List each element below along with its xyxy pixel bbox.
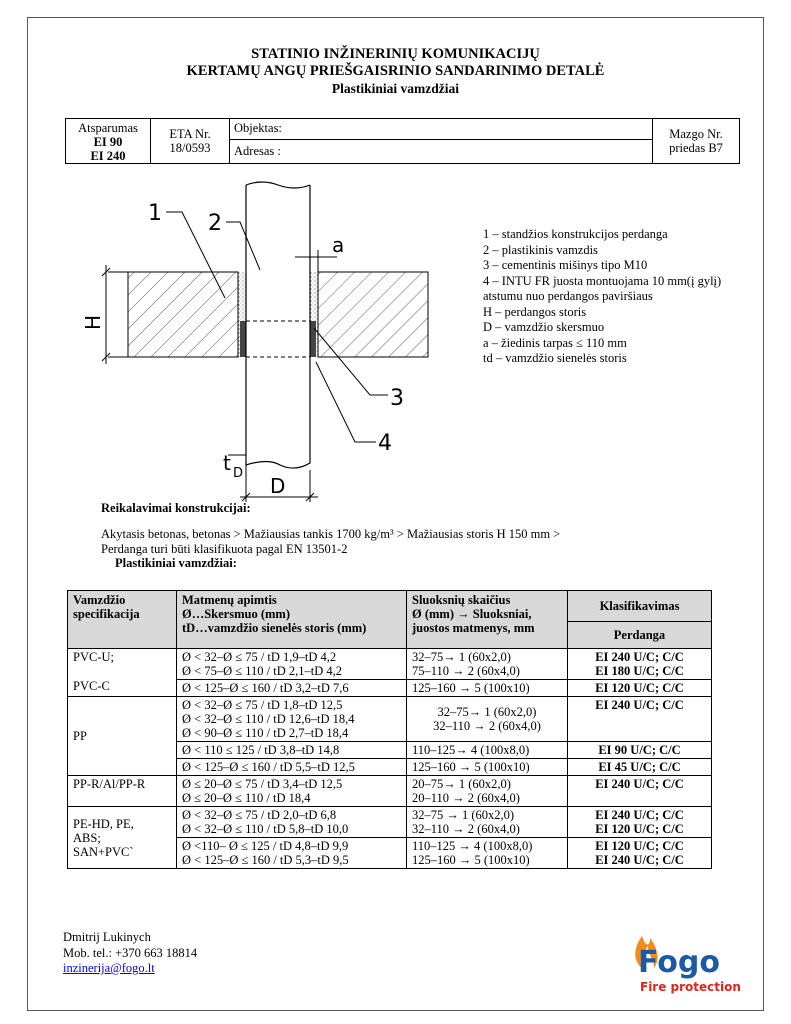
installation-drawing <box>81 180 450 505</box>
layer-text: 125–160 → 5 (100x10) <box>412 853 530 867</box>
pipe <box>246 185 310 468</box>
spec-pvcu: PVC-U; <box>73 650 114 664</box>
layers-header-3: juostos matmenys, mm <box>412 621 535 635</box>
col-layers-header <box>407 591 568 649</box>
legend-item: 4 – INTU FR juosta montuojama 10 mm(į gylį) <box>483 273 722 288</box>
label-3: 3 <box>390 386 404 411</box>
slab-left <box>128 272 238 357</box>
layer-text: 20–75→ 1 (60x2,0) <box>412 777 511 791</box>
class-text: EI 180 U/C; C/C <box>595 664 684 678</box>
label-t: t <box>223 451 231 475</box>
table-cell <box>177 776 407 807</box>
title-line-2: KERTAMŲ ANGŲ PRIEŠGAISRINIO SANDARINIMO DETALĖ <box>186 63 605 79</box>
legend-item: atstumu nuo perdangos paviršiaus <box>483 289 653 303</box>
table-cell <box>407 697 568 742</box>
table-cell: EI 240 U/C; C/C <box>568 776 712 807</box>
col-class-header: Klasifikavimas <box>568 591 712 622</box>
dim-text: Ø < 32–Ø ≤ 110 / tD 12,6–tD 18,4 <box>182 712 355 726</box>
table-cell <box>177 697 407 742</box>
label-4: 4 <box>378 431 392 456</box>
layers-header-2: Ø (mm) → Sluoksniai, <box>412 607 532 621</box>
legend-item: 2 – plastikinis vamzdis <box>483 242 598 257</box>
class-text: EI 120 U/C; C/C <box>595 822 684 836</box>
dim-text: Ø ≤ 20–Ø ≤ 75 / tD 3,4–tD 12,5 <box>182 777 343 791</box>
label-1: 1 <box>148 201 162 226</box>
logo-tagline: Fire protection <box>640 980 741 994</box>
info-table <box>65 118 740 164</box>
legend-item: 1 – standžios konstrukcijos perdanga <box>483 227 668 241</box>
dim-text: Ø < 32–Ø ≤ 75 / tD 2,0–tD 6,8 <box>182 808 337 822</box>
resistance-ei240: EI 240 <box>90 149 126 163</box>
node-label: Mazgo Nr. <box>669 127 723 141</box>
dim-text: Ø < 75–Ø ≤ 110 / tD 2,1–tD 4,2 <box>182 664 342 678</box>
layer-text: 32–110 → 2 (60x4,0) <box>412 822 520 836</box>
table-cell <box>407 649 568 680</box>
legend-item: a – žiedinis tarpas ≤ 110 mm <box>483 335 627 350</box>
table-cell: EI 45 U/C; C/C <box>568 759 712 776</box>
dim-text: Ø < 32–Ø ≤ 75 / tD 1,9–tD 4,2 <box>182 650 337 664</box>
label-H: H <box>81 314 105 330</box>
eta-cell <box>151 119 230 164</box>
spec-pe-3: SAN+PVC` <box>73 844 134 859</box>
layer-text: 32–110 → 2 (60x4,0) <box>433 719 541 733</box>
dim-text: Ø < 32–Ø ≤ 75 / tD 1,8–tD 12,5 <box>182 698 343 712</box>
layer-text: 32–75→ 1 (60x2,0) <box>412 650 511 664</box>
col-perdanga-header: Perdanga <box>568 622 712 649</box>
resistance-label: Atsparumas <box>78 121 138 135</box>
layer-text: 32–75 → 1 (60x2,0) <box>412 808 515 822</box>
spec-pp: PP <box>68 697 177 776</box>
logo-brand: Fogo <box>638 945 720 980</box>
table-cell <box>568 807 712 838</box>
layers-header-1: Sluoksnių skaičius <box>412 593 511 607</box>
label-t-sub: D <box>233 466 244 481</box>
drawing-legend <box>483 227 721 367</box>
table-cell <box>177 807 407 838</box>
table-cell <box>568 649 712 680</box>
label-a: a <box>332 233 345 257</box>
resistance-ei90: EI 90 <box>93 135 123 149</box>
requirements-line-1: Akytasis betonas, betonas > Mažiausias tankis 1700 kg/m³ > Mažiausias storis H 150 mm > <box>101 527 561 541</box>
wrap-right <box>310 321 316 357</box>
requirements-line-2: Perdanga turi būti klasifikuota pagal EN 13501-2 <box>101 542 348 556</box>
table-cell: Ø < 110 ≤ 125 / tD 3,8–tD 14,8 <box>177 742 407 759</box>
spec-pvcc: PVC-C <box>73 679 110 693</box>
layer-text: 110–125 → 4 (100x8,0) <box>412 839 533 853</box>
table-cell <box>407 807 568 838</box>
table-cell <box>568 838 712 869</box>
spec-pe-1: PE-HD, PE, <box>73 816 134 831</box>
dim-text: Ø < 32–Ø ≤ 110 / tD 5,8–tD 10,0 <box>182 822 349 836</box>
title-line-1: STATINIO INŽINERINIŲ KOMUNIKACIJŲ <box>251 46 540 62</box>
spec-pvc <box>68 649 177 697</box>
wrap-left <box>240 321 246 357</box>
col-dim-header <box>177 591 407 649</box>
classification-table <box>67 590 712 869</box>
class-text: EI 240 U/C; C/C <box>595 853 684 867</box>
table-cell: EI 240 U/C; C/C <box>568 697 712 742</box>
table-cell: Ø < 125–Ø ≤ 160 / tD 5,5–tD 12,5 <box>177 759 407 776</box>
title-line-3: Plastikiniai vamzdžiai <box>331 81 460 96</box>
class-text: EI 240 U/C; C/C <box>595 808 684 822</box>
legend-item: D – vamzdžio skersmuo <box>483 320 605 334</box>
dim-text: Ø <110– Ø ≤ 125 / tD 4,8–tD 9,9 <box>182 839 349 853</box>
legend-item: td – vamzdžio sienelės storis <box>483 351 627 365</box>
pipes-subheading: Plastikiniai vamzdžiai: <box>115 556 237 570</box>
table-cell: EI 90 U/C; C/C <box>568 742 712 759</box>
legend-item: H – perdangos storis <box>483 304 587 319</box>
requirements-heading: Reikalavimai konstrukcijai: <box>101 501 251 515</box>
table-cell: Ø < 125–Ø ≤ 160 / tD 3,2–tD 7,6 <box>177 680 407 697</box>
eta-label: ETA Nr. <box>169 127 211 141</box>
table-cell: 125–160 → 5 (100x10) <box>407 680 568 697</box>
table-cell <box>407 776 568 807</box>
legend-item: 3 – cementinis mišinys tipo M10 <box>483 258 648 272</box>
dim-text: Ø ≤ 20–Ø ≤ 110 / tD 18,4 <box>182 791 311 805</box>
table-cell <box>407 838 568 869</box>
table-cell <box>177 649 407 680</box>
spec-pe <box>68 807 177 869</box>
table-cell <box>177 838 407 869</box>
table-cell: EI 120 U/C; C/C <box>568 680 712 697</box>
table-cell: 125–160 → 5 (100x10) <box>407 759 568 776</box>
contact-footer <box>63 930 197 977</box>
dim-header-3: tD…vamzdžio sienelės storis (mm) <box>182 621 367 635</box>
spec-ppr: PP-R/Al/PP-R <box>68 776 177 807</box>
label-D: D <box>270 474 286 498</box>
dim-header-1: Matmenų apimtis <box>182 593 277 607</box>
class-text: EI 240 U/C; C/C <box>595 650 684 664</box>
layer-text: 75–110 → 2 (60x4,0) <box>412 664 520 678</box>
resistance-cell <box>66 119 151 164</box>
slab-right <box>318 272 428 357</box>
contact-phone[interactable]: Mob. tel.: +370 663 18814 <box>63 945 198 960</box>
layer-text: 32–75→ 1 (60x2,0) <box>437 705 537 719</box>
node-value: priedas B7 <box>669 141 723 155</box>
dim-text: Ø < 90–Ø ≤ 110 / tD 2,7–tD 18,4 <box>182 726 349 740</box>
dim-header-2: Ø…Skersmuo (mm) <box>182 607 290 621</box>
layer-text: 20–110 → 2 (60x4,0) <box>412 791 520 805</box>
address-cell: Adresas : <box>230 139 653 163</box>
dim-text: Ø < 125–Ø ≤ 160 / tD 5,3–tD 9,5 <box>182 853 349 867</box>
class-text: EI 120 U/C; C/C <box>595 839 684 853</box>
node-cell <box>653 119 740 164</box>
table-cell: 110–125→ 4 (100x8,0) <box>407 742 568 759</box>
spec-pe-2: ABS; <box>73 830 101 845</box>
eta-value: 18/0593 <box>169 141 211 155</box>
contact-email-link[interactable]: inzinerija@fogo.lt <box>63 961 155 975</box>
object-cell: Objektas: <box>230 119 653 140</box>
fogo-logo <box>628 928 748 996</box>
contact-name: Dmitrij Lukinych <box>63 930 151 944</box>
label-2: 2 <box>208 211 222 236</box>
col-spec-header: Vamzdžio specifikacija <box>68 591 177 649</box>
